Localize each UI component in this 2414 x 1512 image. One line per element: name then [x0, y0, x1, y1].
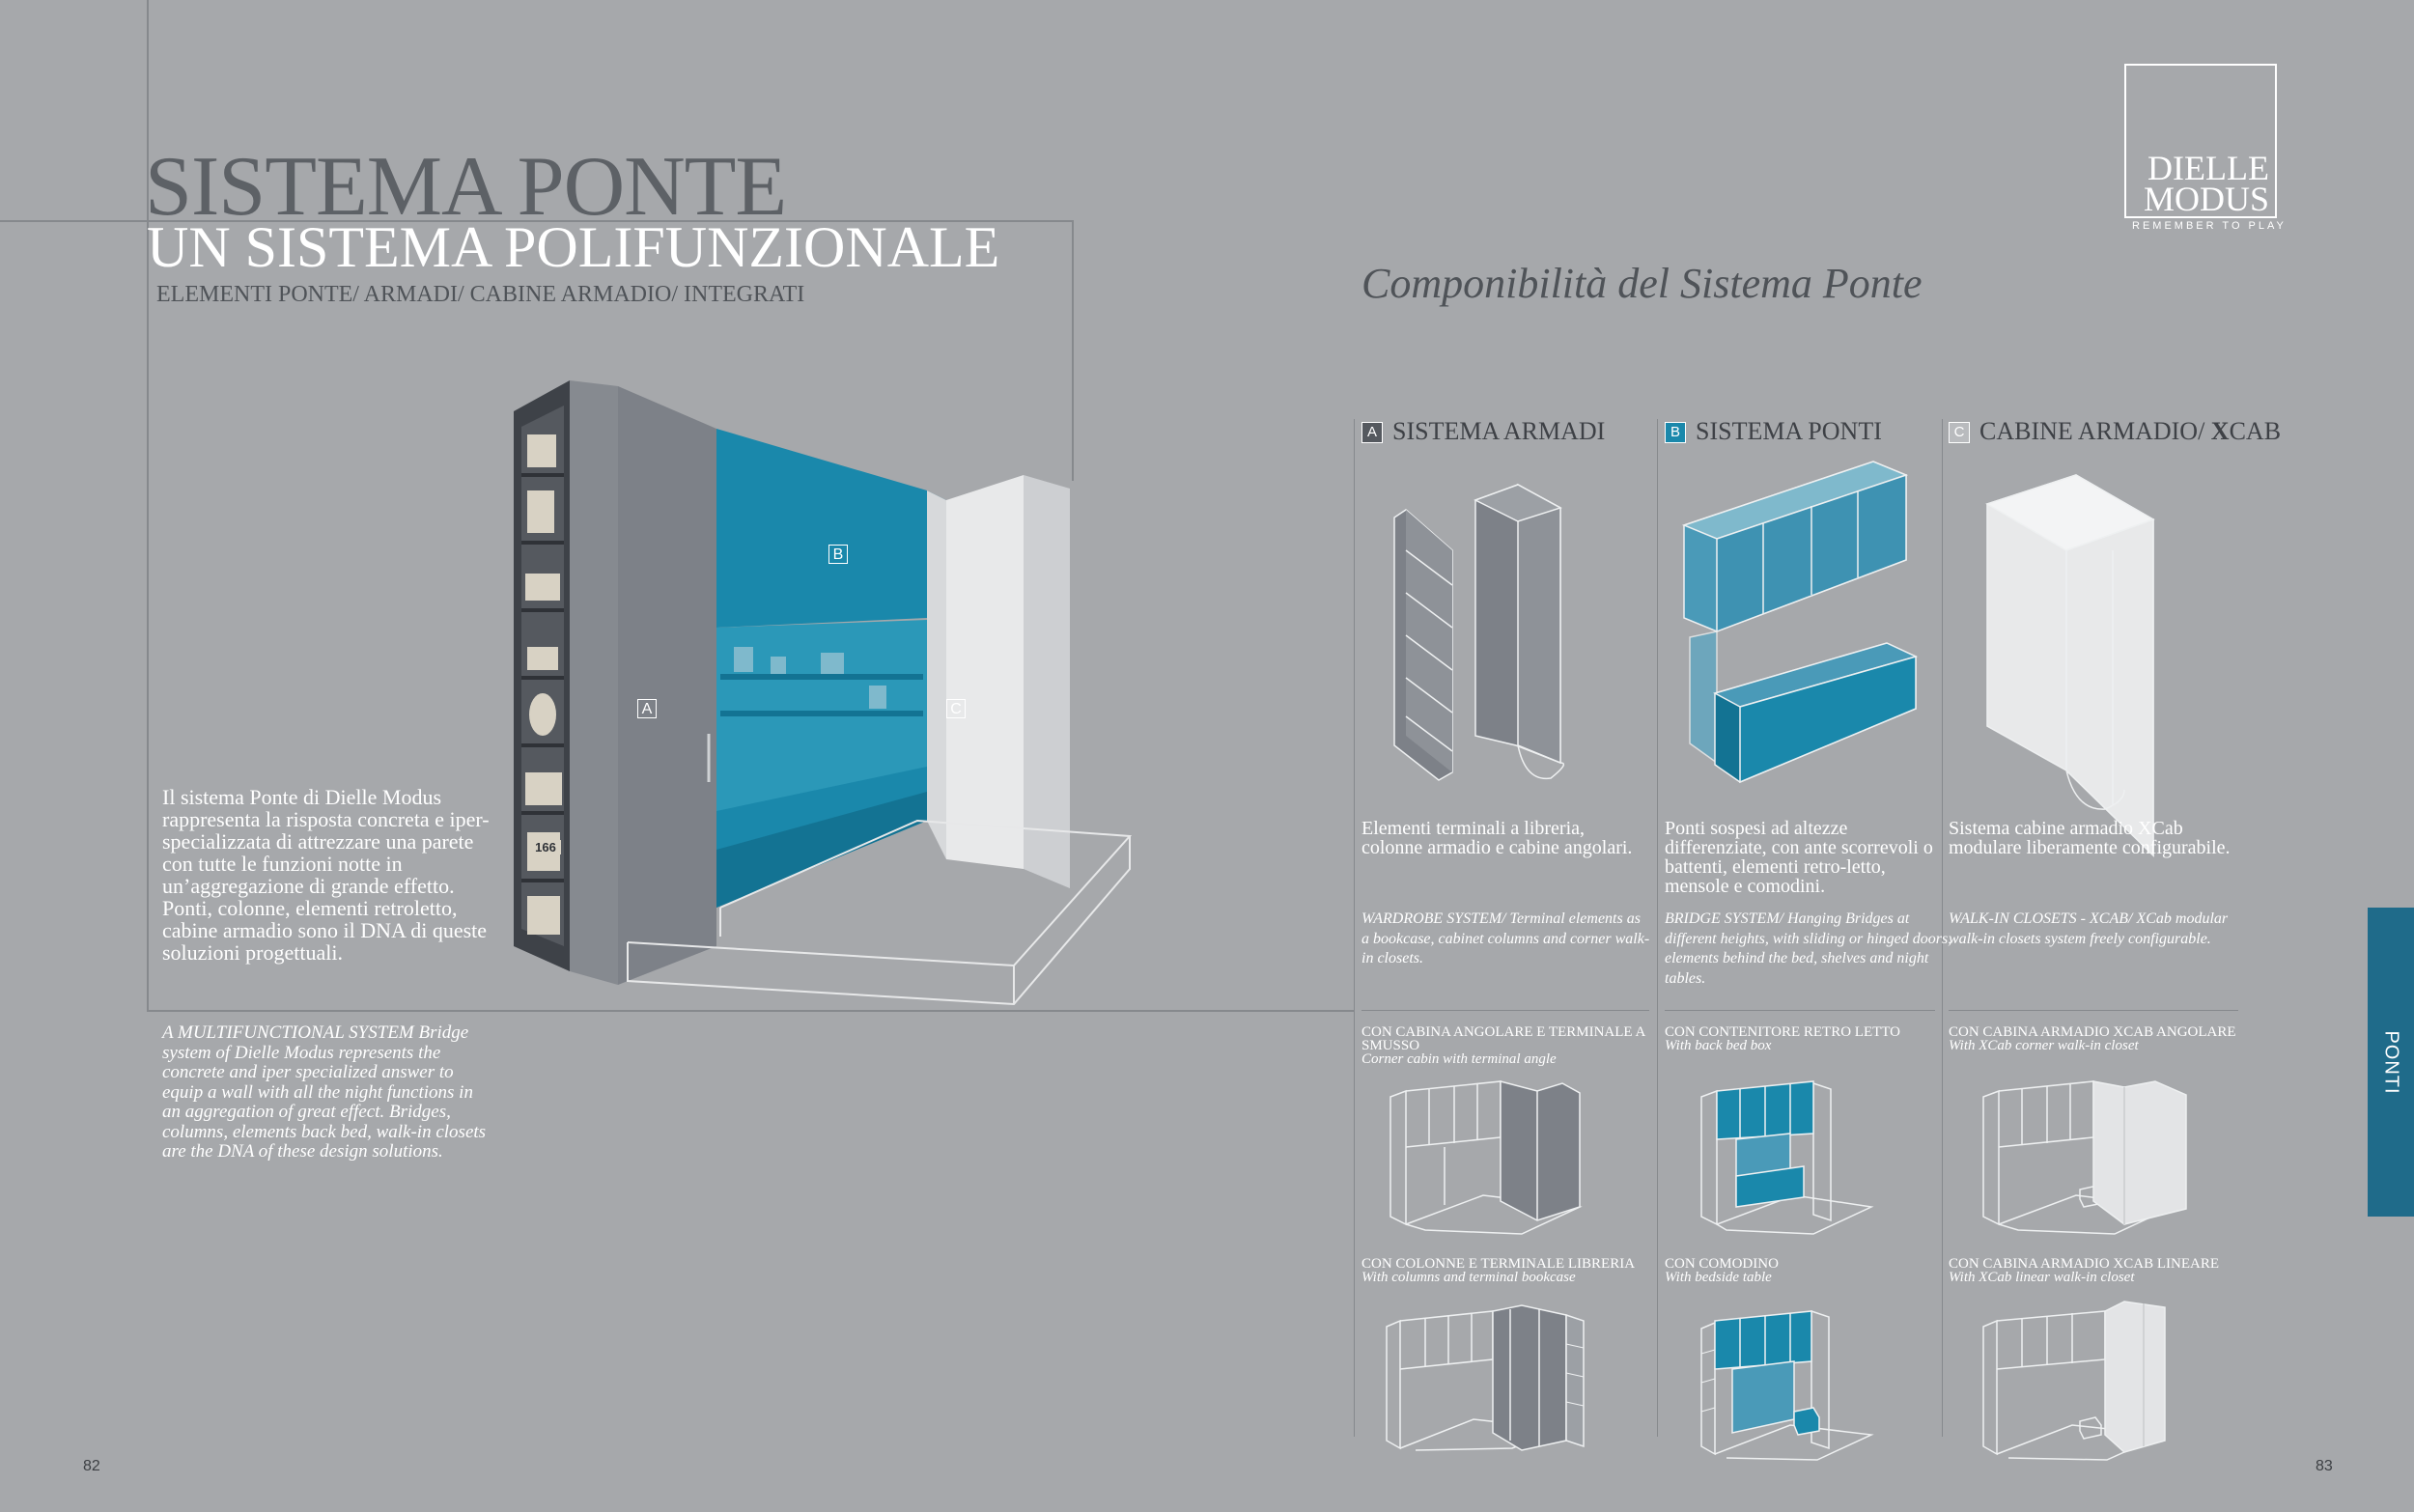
config-a2-title: [1361, 1257, 1651, 1284]
photo-marker-c: C: [946, 699, 966, 718]
description-a-italian: Elementi terminali a libreria, colonne armadio e cabine angolari.: [1361, 818, 1633, 858]
bridge-system-illustration: [1680, 454, 1922, 801]
brand-logo: [2124, 64, 2277, 218]
section-side-tab[interactable]: [2368, 908, 2414, 1217]
column-heading-c-label-bold: X: [2210, 417, 2230, 445]
logo-line-1: DIELLE: [2147, 149, 2269, 187]
section-title: Componibilità del Sistema Ponte: [1361, 260, 1923, 307]
config-a2-drawing: [1387, 1305, 1599, 1450]
description-b-english: BRIDGE SYSTEM/ Hanging Bridges at different heights, with sliding or hinged doors, elements behind the bed, shelves and night tables.: [1665, 910, 1952, 987]
frame-line-bottom: [147, 1010, 1354, 1012]
config-b1-title-it: CON CONTENITORE RETRO LETTO: [1665, 1024, 1901, 1040]
config-c2-title-en: With XCab linear walk-in closet: [1949, 1270, 2135, 1285]
column-heading-a: [1361, 417, 1605, 446]
config-b2-drawing: [1698, 1305, 1881, 1460]
config-b2-title: [1665, 1257, 1954, 1284]
config-c2-title-it: CON CABINA ARMADIO XCAB LINEARE: [1949, 1256, 2220, 1272]
description-c-italian: Sistema cabine armadio XCab modulare liberamente configurabile.: [1949, 818, 2231, 858]
column-heading-c: [1949, 417, 2281, 446]
description-a-english: WARDROBE SYSTEM/ Terminal elements as a bookcase, cabinet columns and corner walk-in closets.: [1361, 910, 1650, 966]
config-c1-drawing: [1979, 1079, 2192, 1238]
description-b-italian: Ponti sospesi ad altezze differenziate, con ante scorrevoli o battenti, elementi retro-letto, mensole e comodini.: [1665, 818, 1933, 897]
page-title: SISTEMA PONTE: [145, 140, 787, 234]
row-divider-b: [1665, 1010, 1935, 1011]
row-divider-c: [1949, 1010, 2238, 1011]
letter-badge-a: A: [1361, 422, 1383, 443]
config-c1-title: [1949, 1025, 2238, 1052]
config-b1-title: [1665, 1025, 1954, 1052]
config-a1-title-en: Corner cabin with terminal angle: [1361, 1051, 1557, 1067]
wardrobe-system-illustration: [1381, 473, 1593, 792]
config-b1-drawing: [1698, 1079, 1881, 1244]
logo-tagline: REMEMBER TO PLAY: [2132, 220, 2287, 232]
photo-marker-a: A: [637, 699, 657, 718]
page-subtitle: UN SISTEMA POLIFUNZIONALE: [147, 215, 1000, 279]
page-number-left: 82: [83, 1458, 100, 1474]
column-heading-c-label-pre: CABINE ARMADIO/: [1979, 417, 2211, 445]
config-b2-title-en: With bedside table: [1665, 1270, 1772, 1285]
column-heading-b: [1665, 417, 1882, 446]
column-divider-2: [1657, 419, 1658, 1437]
column-heading-b-label: SISTEMA PONTI: [1696, 417, 1882, 445]
config-a2-title-en: With columns and terminal bookcase: [1361, 1270, 1576, 1285]
letter-badge-c: C: [1949, 422, 1970, 443]
config-c1-title-it: CON CABINA ARMADIO XCAB ANGOLARE: [1949, 1024, 2236, 1040]
category-tags: ELEMENTI PONTE/ ARMADI/ CABINE ARMADIO/ INTEGRATI: [156, 282, 805, 307]
config-a1-title: [1361, 1025, 1651, 1066]
bedroom-furniture-photo: [502, 367, 1178, 1004]
page-number-right: 83: [2316, 1458, 2333, 1474]
body-text-italian: Il sistema Ponte di Dielle Modus rappresenta la risposta concreta e iper-specializzata di attrezzare una parete con tutte le funzioni notte in un’aggregazione di grande effetto. Ponti, colonne, elementi retroletto, cabine armadio sono il DNA di queste soluzioni progettuali.: [162, 785, 490, 965]
column-divider-1: [1354, 419, 1355, 1437]
description-c-english: WALK-IN CLOSETS - XCAB/ XCab modular walk-in closets system freely configurable.: [1949, 910, 2229, 947]
book-spine-label: 166: [530, 840, 561, 854]
config-a2-title-it: CON COLONNE E TERMINALE LIBRERIA: [1361, 1256, 1636, 1272]
letter-badge-b: B: [1665, 422, 1686, 443]
walk-in-closet-illustration: [1979, 471, 2173, 819]
logo-line-2: MODUS: [2143, 180, 2269, 218]
config-c2-drawing: [1979, 1300, 2173, 1460]
config-a1-title-it: CON CABINA ANGOLARE E TERMINALE A SMUSSO: [1361, 1024, 1645, 1053]
config-c1-title-en: With XCab corner walk-in closet: [1949, 1038, 2139, 1053]
body-text-english: A MULTIFUNCTIONAL SYSTEM Bridge system of Dielle Modus represents the concrete and iper specialized answer to equip a wall with all the night functions in an aggregation of great effect. Bridges, columns, elements back bed, walk-in closets are the DNA of these design solutions.: [162, 1022, 487, 1162]
config-a1-drawing: [1387, 1079, 1589, 1238]
side-tab-label: PONTI: [2380, 1029, 2402, 1095]
row-divider-a: [1361, 1010, 1649, 1011]
column-heading-c-label-post: CAB: [2229, 417, 2282, 445]
photo-marker-b: B: [828, 545, 848, 564]
config-b2-title-it: CON COMODINO: [1665, 1256, 1779, 1272]
column-heading-a-label: SISTEMA ARMADI: [1392, 417, 1606, 445]
config-c2-title: [1949, 1257, 2238, 1284]
config-b1-title-en: With back bed box: [1665, 1038, 1772, 1053]
